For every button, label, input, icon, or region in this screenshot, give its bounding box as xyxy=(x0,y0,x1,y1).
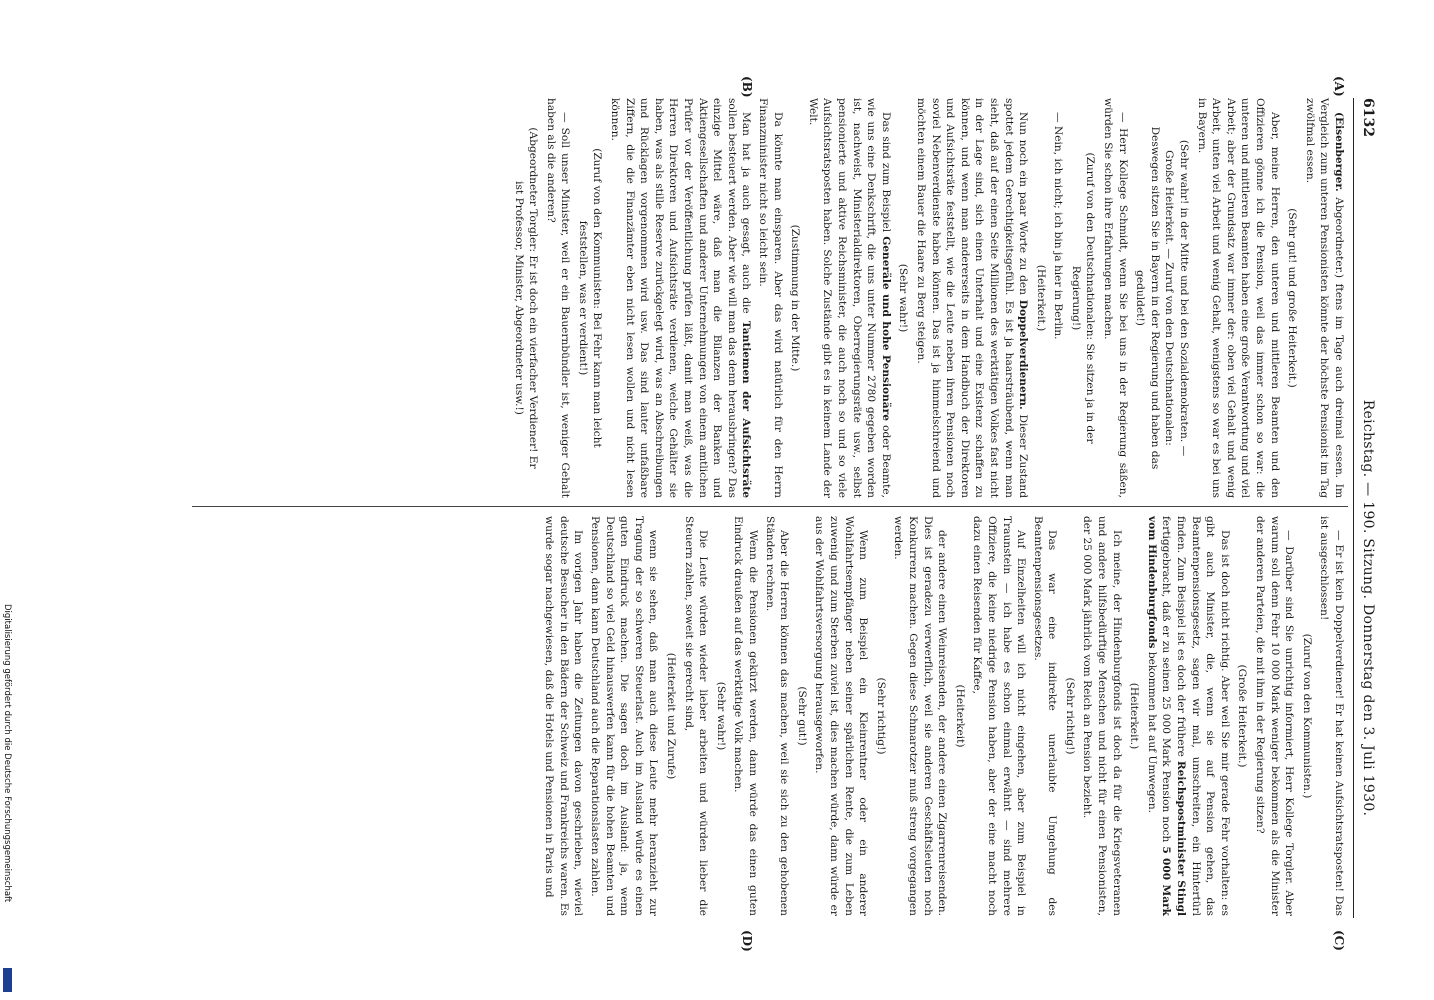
text-run: (Heiterkeit und Zurufe) xyxy=(665,652,678,780)
paragraph xyxy=(542,516,586,916)
text-run: Aber, meine Herren, den unteren und mittleren Beamten und den Offizieren gönne ich die Pension, weil das immer schon so war: die unteren und mittleren Beamten haben eine große Verantwortung und viel Arbeit; aber der Grundsatz war immer der: oben viel Gehalt und wenig Arbeit, unten viel Arbeit und wenig Gehalt, wenigstens so war es bei uns in Bayern. xyxy=(1195,98,1281,498)
text-run: Das war eine indirekte unerlaubte Umgehung des Beamtenpensionsgesetzes. xyxy=(1031,516,1059,916)
text-run: — Darüber sind Sie unrichtig informiert, Herr Kollege Torgler. Aber warum soll denn Fehr 10 000 Mark weniger bekommen als die Minister der anderen Parteien, die mit ihm in der Regierung sitzen? xyxy=(1254,516,1296,916)
text-run: der andere einen Weinreisenden, der andere einen Zigarrenreisenden. Dies ist geradezu verwerflich, weil sie anderen Geschäftsleuten noch Konkurrenz machen. Gegen diese Schmarotzer muß streng vorgegangen werden. xyxy=(892,516,949,916)
paragraph xyxy=(1317,516,1346,916)
interjection xyxy=(896,122,911,474)
text-run: Im vorigen Jahr haben die Zeitungen davon geschrieben, wieviel deutsche Besucher in den Bädern der Schweiz und Frankreichs waren. Es wurde sogar nachgewiesen, daß die Hotels und Pensionen in Paris und xyxy=(543,516,585,916)
text-run: (Zuruf von den Kommunisten.) xyxy=(1300,633,1313,799)
text-run: (Sehr wahr!) xyxy=(714,681,727,751)
interjection xyxy=(1133,122,1191,474)
interjection xyxy=(788,122,803,474)
paragraph xyxy=(1144,516,1232,916)
paragraph xyxy=(762,516,791,916)
text-run: (Sehr wahr! in der Mitte und bei den Sozialdemokraten. — Große Heiterkeit. — Zuruf von den Deutschnationalen: Deswegen sitzen Sie in Bayern in der Regierung und haben das geduldet!) xyxy=(1134,126,1191,470)
interjection xyxy=(713,540,728,892)
interjection xyxy=(1127,540,1142,892)
text-run: Nun noch ein paar Worte zu den xyxy=(1017,112,1030,300)
interjection xyxy=(1062,540,1077,892)
text-run: Wenn zum Beispiel ein Kleinrentner oder ein anderer Wohlfahrtsempfänger neben seiner spärlichen Rente, die zum Leben zuwenig und zum Sterben zuviel ist, dies machen würde, dann würde er aus der Wohlfahrtsversorgung herausgeworfen. xyxy=(813,516,870,916)
bold-text: Generäle und hohe Pensionäre xyxy=(879,236,892,421)
margin-letter-a: (A) xyxy=(1332,76,1346,97)
interjection xyxy=(1235,540,1250,892)
text-run: bekommen hat auf Umwegen. xyxy=(1145,648,1158,814)
left-column xyxy=(508,98,1346,498)
margin-letter-b: (B) xyxy=(740,76,754,98)
text-run: (Sehr gut!) xyxy=(795,686,808,746)
text-run: Ich meine, der Hindenburgfonds ist doch da für die Kriegsveteranen und andere hilfsbedürftige Menschen und nicht für einen Pensionisten, der 25 000 Mark jährlich vom Reich an Pension bezieht. xyxy=(1081,516,1123,916)
text-run: Auf Einzelheiten will ich nicht eingehen, aber zum Beispiel in Traunstein — ich habe es schon einmal erwähnt — sind mehrere Offiziere, die keine niedrige Pension haben, aber der eine macht noch dazu einen Reisenden für Kaffee, xyxy=(971,516,1028,916)
paragraph xyxy=(805,98,893,498)
text-run: Das sind zum Beispiel xyxy=(879,112,892,237)
interjection xyxy=(1068,122,1097,474)
text-run: Aber die Herren können das machen, weil sie sich zu den gehobenen Ständen rechnen. xyxy=(763,516,791,916)
text-run: Das ist doch nicht richtig. Aber weil Sie mir gerade Fehr vorhalten: es gibt auch Minister, die, wenn sie auf Pension gehen, das Beamtenpensionsgesetz, sagen wir mal, umschreiten, ein Hintertürl finden. Zum Beispiel ist es doch der frühere xyxy=(1175,516,1231,916)
paragraph xyxy=(731,516,760,916)
paragraph xyxy=(1194,98,1282,498)
paragraph xyxy=(1051,98,1066,498)
dfg-credit-text: Digitalisierung gefördert durch die Deutsche Forschungsgemeinschaft xyxy=(2,604,12,903)
bold-text: Tantiemen der Aufsichtsräte xyxy=(740,320,753,498)
paragraph xyxy=(588,516,661,916)
bold-text: Doppelverdienern. xyxy=(1017,299,1030,410)
page-number: 6132 xyxy=(1360,98,1376,137)
text-run: (Heiterkeit.) xyxy=(1128,682,1141,750)
text-run: (Heiterkeit) xyxy=(953,684,966,748)
text-run: sollen besteuert werden. Aber wie will man das denn herausbringen? Das einzige Mittel wäre, daß man die Bilanzen der Banken und Aktiengesellschaften und anderer Unternehmungen von einem amtlichen Prüfer vor der Veröffentlichung prüfen läßt, damit man weiß, was die Herren Direktoren und Aufsichtsräte verdienen, welche Gehälter sie haben, was als stille Reserve zurückgelegt wird, was an Abschreibungen und Rücklagen vorgenommen wird usw. Das sind lauter unfaßbare Ziffern, die die Finanzämter eben nicht lesen wollen und nicht lesen können. xyxy=(609,98,738,498)
paragraph xyxy=(913,98,1030,498)
text-run: (Abgeordneter Torgler: Er ist doch ein vierfacher Verdiener! Er ist Professor, Minister, Abgeordneter usw.!) xyxy=(512,127,540,469)
text-run: (Sehr wahr!) xyxy=(897,263,910,333)
paragraph xyxy=(543,98,572,498)
text-run: Dieser Zustand spottet jedem Gerechtigkeitsgefühl. Es ist ja haarsträubend, wenn man sieht, daß auf der einen Seite Millionen des werktätigen Volkes fast nicht in der Lage sind, sich einen Unterhalt und eine Existenz schaffen zu können, und wenn man andererseits in dem Handbuch der Direktoren und Aufsichtsräte feststellt, wie die Leute neben ihren Pensionen noch soviel Nebenverdienste haben können. Das ist ja himmelschreiend und möchten einem Bauer die Haare zu Berg steigen. xyxy=(914,98,1030,498)
bold-text: Reichspostminister Stingl xyxy=(1175,760,1188,917)
text-run: Die Leute würden wieder lieber arbeiten und würden lieber die Steuern zahlen, soweit sie gerecht sind, xyxy=(682,516,710,916)
text-run: Abgeordneter.) ftens im Tage auch dreimal essen. Im Vergleich zum unteren Pensionisten könnte der höchste Pensionist im Tag zwölfmal essen. xyxy=(1303,98,1345,498)
text-run: (Sehr richtig!) xyxy=(874,677,887,755)
text-run: fertiggebracht, daß er zu seinen 25 000 Mark Pension noch xyxy=(1160,516,1173,847)
text-run: — Herr Kollege Schmidt, wenn Sie bei uns in der Regierung säßen, würden Sie schon ihre Erfahrungen machen. xyxy=(1102,98,1129,498)
interjection xyxy=(1299,540,1314,892)
paragraph xyxy=(1080,516,1124,916)
text-run: — Soll unser Minister, weil er ein Bauernbündler ist, weniger Gehalt haben als die anderen? xyxy=(544,98,572,498)
interjection xyxy=(663,540,678,892)
text-run: oder Beamte, wie uns eine Denkschrift, die uns unter Nummer 2780 gegeben worden ist, nachweist, Ministerialdirektoren, Oberregierungsräte usw., selbst pensionierte und aktive Reichsminister, die auch noch so und so viele Aufsichtsratsposten haben. Solche Zustände gibt es in keinem Lande der Welt. xyxy=(806,98,892,498)
column-divider xyxy=(192,506,1348,507)
margin-letter-c: (C) xyxy=(1332,930,1346,951)
text-run: Da könnte man einsparen. Aber das wird natürlich für den Herrn Finanzminister nicht so leicht sein. xyxy=(757,98,784,498)
text-run: (Zuruf von den Kommunisten: Bei Fehr kann man leicht feststellen, was er verdient!) xyxy=(576,148,604,448)
text-run: — Nein, ich nicht; ich bin ja hier in Berlin. xyxy=(1052,112,1065,340)
text-run: (Heiterkeit.) xyxy=(1034,264,1047,332)
margin-letter-d: (D) xyxy=(740,930,754,952)
paragraph xyxy=(1101,98,1130,498)
text-run: (Zuruf von den Deutschnationalen: Sie sitzen ja in der Regierung!) xyxy=(1069,152,1097,444)
interjection xyxy=(1285,122,1300,474)
header-title: Reichstag. — 190. Sitzung. Donnerstag den 3. Juli 1930. xyxy=(1360,399,1376,817)
paragraph xyxy=(1030,516,1059,916)
paragraph xyxy=(891,516,949,916)
paragraph xyxy=(1252,516,1296,916)
text-run: (Sehr richtig!) xyxy=(1063,677,1076,755)
paragraph xyxy=(1302,98,1346,498)
page-header xyxy=(1353,98,1378,918)
interjection xyxy=(952,540,967,892)
bold-text: (Eisenberger. xyxy=(1333,112,1345,192)
paragraph xyxy=(681,516,710,916)
text-run: — Er ist kein Doppelverdiener! Er hat keinen Aufsichtsratsposten! Das ist ausgeschlossen! xyxy=(1318,516,1345,916)
text-run: (Große Heiterkeit.) xyxy=(1236,664,1249,768)
interjection xyxy=(575,122,604,474)
bold-text: 5 000 Mark vom Hindenburgfonds xyxy=(1145,516,1173,916)
text-run: Man hat ja auch gesagt, auch die xyxy=(740,112,753,321)
paragraph xyxy=(608,98,754,498)
interjection xyxy=(511,122,540,474)
right-column xyxy=(540,516,1346,916)
text-run: (Sehr gut! und große Heiterkeit.) xyxy=(1286,208,1299,388)
text-run: (Zustimmung in der Mitte.) xyxy=(789,224,802,372)
interjection xyxy=(1033,122,1048,474)
paragraph xyxy=(970,516,1028,916)
interjection xyxy=(873,540,888,892)
paragraph xyxy=(755,98,784,498)
interjection xyxy=(794,540,809,892)
text-run: Wenn die Pensionen gekürzt werden, dann würde das einen guten Eindruck draußen auf das werktätige Volk machen. xyxy=(732,516,760,916)
text-run: wenn sie sehen, daß man auch diese Leute mehr heranzieht zur Tragung der so schweren Steuerlast. Auch im Ausland würde es einen guten Eindruck machen. Die sagen doch im Ausland: ja, wenn Deutschland so viel Geld hinauswerfen kann für die hohen Beamten und Pensionen, dann kann Deutschland auch die Reparationslasten zahlen. xyxy=(589,516,660,916)
paragraph xyxy=(812,516,870,916)
